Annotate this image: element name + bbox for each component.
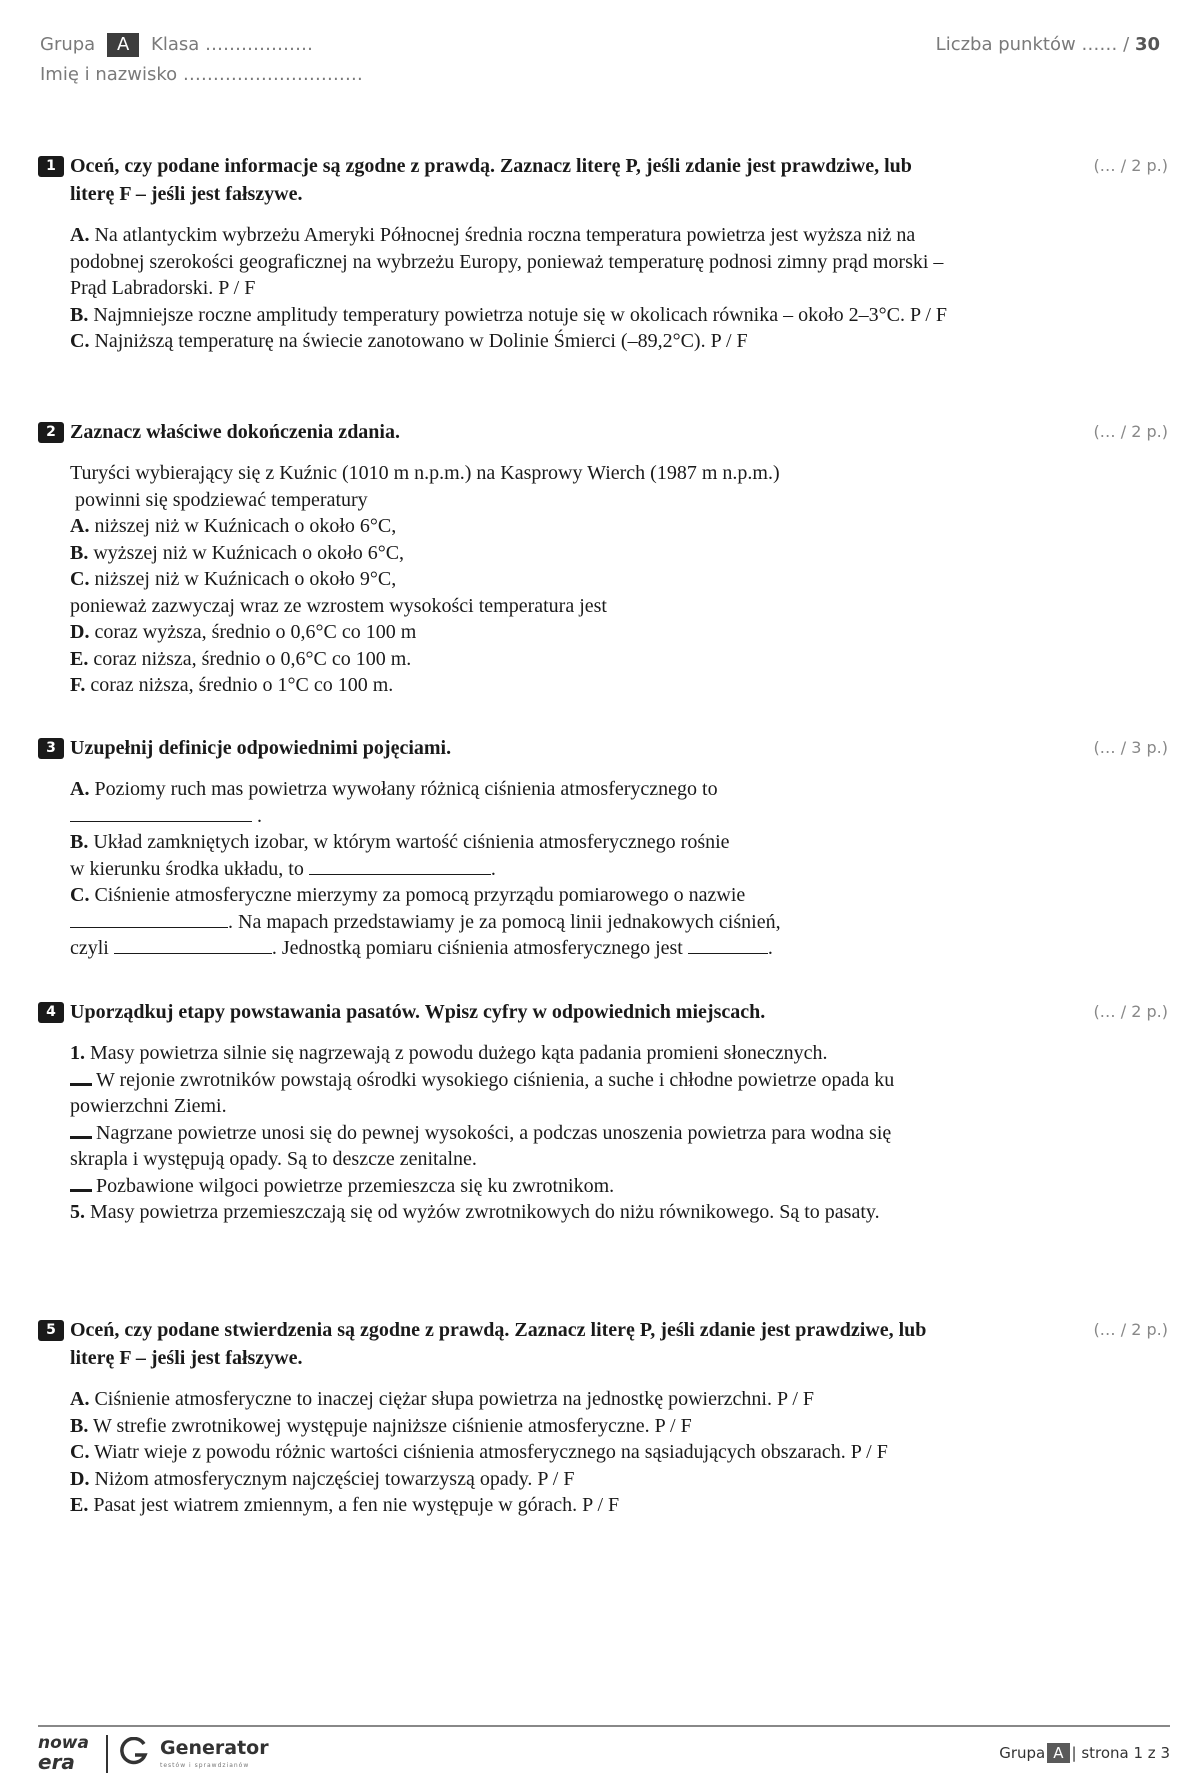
points-max: 30 <box>1134 34 1160 55</box>
definition-c <box>70 882 950 909</box>
item-letter: D. <box>70 1467 90 1490</box>
statement-d[interactable] <box>70 1466 950 1493</box>
task-title <box>38 152 950 208</box>
item-text: W strefie zwrotnikowej występuje najniższe ciśnienie atmosferyczne. P / F <box>92 1414 692 1437</box>
step-number: 1. <box>70 1042 85 1064</box>
page-header <box>40 30 1160 90</box>
item-letter: B. <box>70 303 89 326</box>
option-b[interactable] <box>70 540 950 567</box>
item-text: wyższej niż w Kuźnicach o około 6°C, <box>93 541 405 564</box>
item-text: coraz niższa, średnio o 1°C co 100 m. <box>90 674 394 696</box>
nowa-era-logo <box>38 1735 89 1772</box>
item-text: w kierunku środka układu, to <box>70 857 304 880</box>
task-1 <box>38 152 1168 355</box>
header-row-2 <box>40 60 1160 90</box>
item-letter: E. <box>70 647 89 670</box>
item-letter: C. <box>70 1441 90 1463</box>
definition-b-cont: w kierunku środka układu, to . <box>70 857 496 880</box>
item-letter: A. <box>70 224 90 246</box>
task-title-text: Uporządkuj etapy powstawania pasatów. Wpisz cyfry w odpowiednich miejscach. <box>70 1001 766 1023</box>
order-input-slot[interactable] <box>70 1175 92 1192</box>
footer-page-info <box>999 1743 1170 1763</box>
task-title <box>38 1316 950 1372</box>
item-text: coraz wyższa, średnio o 0,6°C co 100 m <box>94 621 417 643</box>
item-text: czyli <box>70 937 109 959</box>
item-text: niższej niż w Kuźnicach o około 6°C, <box>94 515 397 537</box>
step-2 <box>70 1067 950 1120</box>
task-number-badge: 2 <box>38 422 64 443</box>
item-text: . Na mapach przedstawiamy je za pomocą linii jednakowych ciśnień, <box>228 910 781 933</box>
definition-a-answer: . <box>70 803 950 830</box>
task-body <box>38 1386 950 1519</box>
item-text: . Jednostką pomiaru ciśnienia atmosferycznego jest <box>271 937 683 959</box>
task-title <box>38 734 950 762</box>
generator-logo-subtitle: testów i sprawdzianów <box>160 1762 250 1769</box>
answer-blank[interactable] <box>309 856 491 875</box>
task-title-text: Zaznacz właściwe dokończenia zdania. <box>70 421 400 443</box>
answer-blank[interactable] <box>114 935 272 954</box>
item-text: Najniższą temperaturę na świecie zanotowano w Dolinie Śmierci (–89,2°C). P / F <box>94 330 748 352</box>
item-letter: C. <box>70 884 90 906</box>
step-text: Masy powietrza przemieszczają się od wyżów zwrotnikowych do niżu równikowego. Są to pasaty. <box>90 1201 880 1223</box>
definition-a <box>70 776 950 803</box>
name-field[interactable]: Imię i nazwisko ………………………… <box>40 64 363 85</box>
task-3 <box>38 734 1168 962</box>
item-text: Ciśnienie atmosferyczne to inaczej ciężar słupa powietrza na jednostkę powierzchni. P / F <box>94 1388 815 1410</box>
item-letter: B. <box>70 541 89 564</box>
task-body <box>38 222 950 355</box>
step-text: Nagrzane powietrze unosi się do pewnej wysokości, a podczas unoszenia powietrza para wodna się skrapla i występują opady. Są to deszcze zenitalne. <box>70 1121 892 1170</box>
step-3 <box>70 1120 950 1173</box>
task-score: (… / 2 p.) <box>1093 1002 1168 1021</box>
task-title-text: Oceń, czy podane informacje są zgodne z prawdą. Zaznacz literę P, jeśli zdanie jest prawdziwe, lub literę F – jeśli jest fałszywe. <box>70 155 912 205</box>
step-text: Pozbawione wilgoci powietrze przemieszcza się ku zwrotnikom. <box>96 1174 615 1197</box>
option-f[interactable] <box>70 672 950 699</box>
option-a[interactable] <box>70 513 950 540</box>
task-title-text: Oceń, czy podane stwierdzenia są zgodne z prawdą. Zaznacz literę P, jeśli zdanie jest prawdziwe, lub literę F – jeśli jest fałszywe. <box>70 1319 927 1369</box>
task-intro: Turyści wybierający się z Kuźnic (1010 m n.p.m.) na Kasprowy Wierch (1987 m n.p.m.) <box>70 462 780 484</box>
task-score: (… / 2 p.) <box>1093 422 1168 441</box>
task-2 <box>38 418 1168 699</box>
task-title-text: Uzupełnij definicje odpowiednimi pojęciami. <box>70 737 452 759</box>
generator-logo-text: Generator <box>160 1737 269 1759</box>
footer-group-badge: A <box>1047 1743 1069 1763</box>
points-label: Liczba punktów …… / <box>935 34 1130 55</box>
item-text: coraz niższa, średnio o 0,6°C co 100 m. <box>93 647 412 670</box>
task-body <box>38 1040 950 1226</box>
item-letter: C. <box>70 568 90 590</box>
task-number-badge: 4 <box>38 1002 64 1023</box>
step-5 <box>70 1199 950 1226</box>
step-text: Masy powietrza silnie się nagrzewają z powodu dużego kąta padania promieni słonecznych. <box>90 1042 828 1064</box>
definition-c-cont <box>70 909 950 936</box>
class-field[interactable]: Klasa ……………… <box>151 34 313 55</box>
task-5 <box>38 1316 1168 1519</box>
task-body <box>38 776 950 962</box>
statement-b[interactable] <box>70 1413 950 1440</box>
generator-g-icon <box>120 1737 148 1765</box>
option-c[interactable] <box>70 566 950 593</box>
item-text: Pasat jest wiatrem zmiennym, a fen nie występuje w górach. P / F <box>93 1494 620 1516</box>
task-number-badge: 5 <box>38 1320 64 1341</box>
task-intro-cont: powinni się spodziewać temperatury <box>70 488 368 511</box>
header-row-1 <box>40 30 1160 60</box>
definition-c-cont2: czyli . Jednostką pomiaru ciśnienia atmosferycznego jest . <box>70 937 773 959</box>
item-letter: A. <box>70 1388 90 1410</box>
item-letter: B. <box>70 831 89 853</box>
statement-c[interactable] <box>70 1439 950 1466</box>
item-text: Niżom atmosferycznym najczęściej towarzyszą opady. P / F <box>94 1467 575 1490</box>
task-body <box>38 460 950 699</box>
step-number: 5. <box>70 1201 85 1223</box>
answer-blank[interactable] <box>688 935 768 954</box>
item-letter: C. <box>70 330 90 352</box>
item-text: Układ zamkniętych izobar, w którym wartość ciśnienia atmosferycznego rośnie <box>93 831 730 853</box>
task-mid-text: ponieważ zazwyczaj wraz ze wzrostem wysokości temperatura jest <box>70 594 607 617</box>
task-4 <box>38 998 1168 1226</box>
logo-text-bottom: era <box>38 1750 75 1774</box>
task-title <box>38 998 950 1026</box>
answer-blank[interactable] <box>70 909 228 928</box>
statement-c[interactable] <box>70 328 950 355</box>
item-letter: F. <box>70 674 86 696</box>
step-text: W rejonie zwrotników powstają ośrodki wysokiego ciśnienia, a suche i chłodne powietrze opada ku powierzchni Ziemi. <box>70 1068 895 1117</box>
statement-a[interactable] <box>70 222 950 302</box>
page-footer <box>38 1735 1170 1775</box>
footer-divider <box>38 1725 1170 1727</box>
page-number: | strona 1 z 3 <box>1071 1744 1170 1762</box>
points-field[interactable] <box>936 30 1160 60</box>
item-text: Poziomy ruch mas powietrza wywołany różnicą ciśnienia atmosferycznego to <box>94 778 718 800</box>
step-1 <box>70 1040 950 1067</box>
footer-group-label: Grupa <box>999 1744 1046 1762</box>
item-letter: B. <box>70 1414 89 1437</box>
item-text: Ciśnienie atmosferyczne mierzymy za pomocą przyrządu pomiarowego o nazwie <box>94 884 746 906</box>
logo-text-top: nowa <box>38 1733 89 1753</box>
group-badge: A <box>107 33 139 57</box>
statement-b[interactable] <box>70 302 950 329</box>
group-label: Grupa <box>40 34 96 55</box>
statement-a[interactable] <box>70 1386 950 1413</box>
answer-blank[interactable] <box>70 803 252 822</box>
item-letter: E. <box>70 1494 89 1516</box>
task-score: (… / 2 p.) <box>1093 156 1168 175</box>
item-letter: A. <box>70 778 90 800</box>
item-text: Wiatr wieje z powodu różnic wartości ciśnienia atmosferycznego na sąsiadujących obszarach. P / F <box>94 1441 888 1463</box>
option-e[interactable] <box>70 646 950 673</box>
item-letter: A. <box>70 515 90 537</box>
order-input-slot[interactable] <box>70 1122 92 1139</box>
task-number-badge: 3 <box>38 738 64 759</box>
item-text: Najmniejsze roczne amplitudy temperatury powietrza notuje się w okolicach równika – około 2–3°C. P / F <box>93 303 948 326</box>
logo-separator <box>106 1735 108 1773</box>
item-text: niższej niż w Kuźnicach o około 9°C, <box>94 568 397 590</box>
statement-e[interactable] <box>70 1492 950 1519</box>
step-4 <box>70 1173 950 1200</box>
task-title <box>38 418 950 446</box>
task-number-badge: 1 <box>38 156 64 177</box>
item-letter: D. <box>70 621 90 643</box>
task-score: (… / 2 p.) <box>1093 1320 1168 1339</box>
order-input-slot[interactable] <box>70 1069 92 1086</box>
option-d[interactable] <box>70 619 950 646</box>
task-score: (… / 3 p.) <box>1093 738 1168 757</box>
item-text: Na atlantyckim wybrzeżu Ameryki Północnej średnia roczna temperatura powietrza jest wyższa niż na podobnej szerokości geograficznej na wybrzeżu Europy, ponieważ temperaturę podnosi zimny prąd morski – Prąd Labradorski. P / F <box>70 224 944 299</box>
definition-b <box>70 829 950 856</box>
